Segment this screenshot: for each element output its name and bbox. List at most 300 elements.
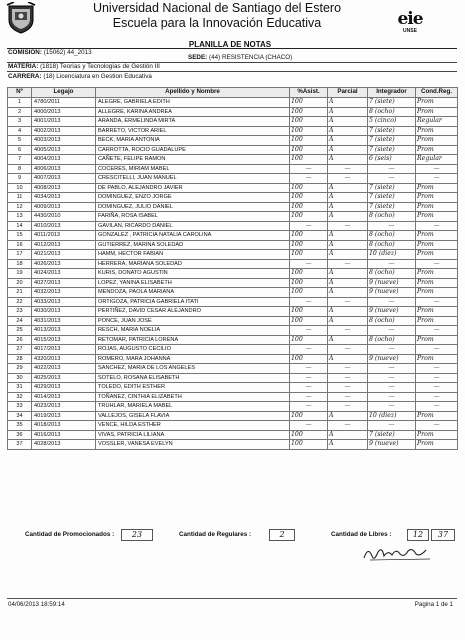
total-students-value: 37 xyxy=(431,529,455,541)
totals-bar xyxy=(7,529,457,541)
libres-value: 12 xyxy=(407,529,429,541)
row-number: 18 xyxy=(8,259,32,269)
row-number: 31 xyxy=(8,383,32,393)
row-legajo: 4001/2013 xyxy=(32,117,96,127)
row-attendance: 100 xyxy=(290,98,328,108)
row-attendance: 100 xyxy=(290,316,328,326)
carrera-label: CARRERA: xyxy=(8,73,42,80)
row-parcial: A xyxy=(328,145,368,155)
row-attendance: 100 xyxy=(290,107,328,117)
row-parcial: — xyxy=(328,383,368,393)
row-number: 8 xyxy=(8,164,32,174)
row-student-name: VENCE, HILDA ESTHER xyxy=(96,421,290,431)
row-legajo: 4011/2013 xyxy=(32,231,96,241)
grades-table xyxy=(7,87,458,450)
table-row xyxy=(8,278,458,288)
row-integrador: 8 (ocho) xyxy=(368,316,416,326)
row-integrador: — xyxy=(368,364,416,374)
university-crest-icon xyxy=(6,2,36,34)
row-parcial: — xyxy=(328,164,368,174)
row-legajo: 4027/2013 xyxy=(32,278,96,288)
row-parcial: A xyxy=(328,136,368,146)
table-row xyxy=(8,335,458,345)
table-row xyxy=(8,98,458,108)
row-legajo: 4022/2013 xyxy=(32,364,96,374)
row-integrador: — xyxy=(368,174,416,184)
row-parcial: A xyxy=(328,354,368,364)
row-condition: — xyxy=(416,326,458,336)
row-attendance: — xyxy=(290,297,328,307)
row-condition: Prom xyxy=(416,193,458,203)
unse-logo xyxy=(388,10,432,44)
table-row xyxy=(8,392,458,402)
table-row xyxy=(8,373,458,383)
comision-label: COMISIÓN: xyxy=(8,49,42,56)
row-attendance: 100 xyxy=(290,335,328,345)
row-parcial: — xyxy=(328,421,368,431)
row-integrador: 8 (ocho) xyxy=(368,269,416,279)
table-row xyxy=(8,411,458,421)
row-parcial: A xyxy=(328,183,368,193)
row-condition: Prom xyxy=(416,354,458,364)
row-condition: Prom xyxy=(416,183,458,193)
page-number: Pagina 1 de 1 xyxy=(414,601,453,608)
row-integrador: 9 (nueve) xyxy=(368,288,416,298)
row-legajo: 4032/2013 xyxy=(32,288,96,298)
col-header-name: Apellido y Nombre xyxy=(96,88,290,98)
table-row xyxy=(8,288,458,298)
row-attendance: 100 xyxy=(290,240,328,250)
row-integrador: — xyxy=(368,164,416,174)
row-student-name: HAMM, HECTOR FABIAN xyxy=(96,250,290,260)
materia-label: MATERIA: xyxy=(8,63,39,70)
row-student-name: CRESCITELLI, JUAN MANUEL xyxy=(96,174,290,184)
row-parcial: A xyxy=(328,316,368,326)
row-student-name: DE PABLO, ALEJANDRO JAVIER xyxy=(96,183,290,193)
row-legajo: 4013/2013 xyxy=(32,326,96,336)
row-integrador: 6 (seis) xyxy=(368,155,416,165)
row-number: 19 xyxy=(8,269,32,279)
row-legajo: 4010/2013 xyxy=(32,221,96,231)
unse-logo-subtext: UNSE xyxy=(403,28,417,34)
row-number: 4 xyxy=(8,126,32,136)
row-integrador: — xyxy=(368,326,416,336)
row-condition: — xyxy=(416,421,458,431)
row-parcial: A xyxy=(328,107,368,117)
row-number: 11 xyxy=(8,193,32,203)
row-integrador: 9 (nueve) xyxy=(368,307,416,317)
row-legajo: 4002/2013 xyxy=(32,126,96,136)
row-parcial: — xyxy=(328,221,368,231)
row-parcial: A xyxy=(328,117,368,127)
col-header-parcial: Parcial xyxy=(328,88,368,98)
row-legajo: 4025/2013 xyxy=(32,373,96,383)
row-integrador: 8 (ocho) xyxy=(368,240,416,250)
row-legajo: 4015/2013 xyxy=(32,335,96,345)
row-condition: Prom xyxy=(416,126,458,136)
row-student-name: BARRETO, VICTOR ARIEL xyxy=(96,126,290,136)
comision-value: (15062) 44_2013 xyxy=(43,49,92,56)
row-student-name: LOPEZ, YANINA ELISABETH xyxy=(96,278,290,288)
row-attendance: 100 xyxy=(290,411,328,421)
row-legajo: 4031/2013 xyxy=(32,316,96,326)
row-integrador: — xyxy=(368,421,416,431)
materia-value: (1818) Teorías y Tecnologías de Gestión III xyxy=(40,63,160,70)
row-student-name: VOSSLER, VANESA EVELYN xyxy=(96,440,290,450)
row-integrador: 8 (ocho) xyxy=(368,212,416,222)
row-number: 3 xyxy=(8,117,32,127)
row-legajo: 4017/2013 xyxy=(32,345,96,355)
row-student-name: BECK, MARIA ANTONIA xyxy=(96,136,290,146)
row-attendance: — xyxy=(290,326,328,336)
table-row xyxy=(8,259,458,269)
row-integrador: 7 (siete) xyxy=(368,193,416,203)
row-attendance: — xyxy=(290,402,328,412)
row-attendance: 100 xyxy=(290,145,328,155)
row-parcial: — xyxy=(328,392,368,402)
table-row xyxy=(8,136,458,146)
table-row xyxy=(8,174,458,184)
row-condition: Prom xyxy=(416,212,458,222)
col-header-attendance: %Asist. xyxy=(290,88,328,98)
row-student-name: VIVAS, PATRICIA LILIANA xyxy=(96,430,290,440)
table-row xyxy=(8,354,458,364)
row-legajo: 4008/2013 xyxy=(32,183,96,193)
row-attendance: — xyxy=(290,345,328,355)
row-student-name: RETOMAR, PATRICIA LORENA xyxy=(96,335,290,345)
row-integrador: 8 (ocho) xyxy=(368,335,416,345)
row-integrador: — xyxy=(368,259,416,269)
row-legajo: 4003/2013 xyxy=(32,136,96,146)
row-student-name: TOLEDO, EDITH ESTHER xyxy=(96,383,290,393)
row-parcial: A xyxy=(328,440,368,450)
row-legajo: 4009/2013 xyxy=(32,202,96,212)
row-number: 30 xyxy=(8,373,32,383)
row-attendance: 100 xyxy=(290,430,328,440)
row-integrador: 7 (siete) xyxy=(368,183,416,193)
row-number: 6 xyxy=(8,145,32,155)
row-parcial: A xyxy=(328,231,368,241)
row-number: 17 xyxy=(8,250,32,260)
row-number: 14 xyxy=(8,221,32,231)
row-number: 10 xyxy=(8,183,32,193)
row-number: 26 xyxy=(8,335,32,345)
table-row xyxy=(8,155,458,165)
row-attendance: — xyxy=(290,421,328,431)
table-row xyxy=(8,240,458,250)
row-legajo: 4019/2013 xyxy=(32,411,96,421)
table-row xyxy=(8,364,458,374)
row-integrador: — xyxy=(368,402,416,412)
row-number: 5 xyxy=(8,136,32,146)
table-row xyxy=(8,326,458,336)
footer-divider xyxy=(7,598,457,599)
row-attendance: 100 xyxy=(290,193,328,203)
table-row xyxy=(8,117,458,127)
table-row xyxy=(8,421,458,431)
row-attendance: 100 xyxy=(290,440,328,450)
row-parcial: A xyxy=(328,240,368,250)
table-row xyxy=(8,307,458,317)
row-condition: Prom xyxy=(416,240,458,250)
row-attendance: — xyxy=(290,221,328,231)
row-legajo: 4029/2013 xyxy=(32,383,96,393)
row-number: 15 xyxy=(8,231,32,241)
row-condition: Prom xyxy=(416,250,458,260)
row-integrador: 7 (siete) xyxy=(368,430,416,440)
promocionados-value: 23 xyxy=(121,529,153,541)
row-parcial: A xyxy=(328,193,368,203)
row-attendance: 100 xyxy=(290,269,328,279)
row-condition: — xyxy=(416,221,458,231)
table-row xyxy=(8,250,458,260)
row-student-name: DOMINGUEZ, ENZO JORGE xyxy=(96,193,290,203)
row-parcial: A xyxy=(328,307,368,317)
row-condition: — xyxy=(416,402,458,412)
row-number: 7 xyxy=(8,155,32,165)
row-parcial: A xyxy=(328,269,368,279)
row-integrador: 7 (siete) xyxy=(368,202,416,212)
row-student-name: ORTIGOZA, PATRICIA GABRIELA ITATI xyxy=(96,297,290,307)
table-row xyxy=(8,221,458,231)
row-condition: Prom xyxy=(416,288,458,298)
row-number: 23 xyxy=(8,307,32,317)
carrera-value: (18) Licenciatura en Gestion Educativa xyxy=(43,73,152,80)
row-condition: Prom xyxy=(416,269,458,279)
col-header-legajo: Legajo xyxy=(32,88,96,98)
row-parcial: A xyxy=(328,155,368,165)
row-condition: — xyxy=(416,392,458,402)
table-row xyxy=(8,316,458,326)
row-condition: — xyxy=(416,383,458,393)
row-attendance: 100 xyxy=(290,126,328,136)
row-condition: Prom xyxy=(416,307,458,317)
row-student-name: PERTIÑEZ, DAVID CESAR ALEJANDRO xyxy=(96,307,290,317)
row-integrador: — xyxy=(368,345,416,355)
school-name: Escuela para la Innovación Educativa xyxy=(112,16,322,30)
row-condition: Prom xyxy=(416,107,458,117)
row-student-name: TOÑANEZ, CINTHIA ELIZABETH xyxy=(96,392,290,402)
row-student-name: MENDOZA, PAOLA MARIANA xyxy=(96,288,290,298)
row-parcial: A xyxy=(328,212,368,222)
row-attendance: — xyxy=(290,164,328,174)
row-legajo: 4034/2013 xyxy=(32,193,96,203)
row-integrador: — xyxy=(368,383,416,393)
row-parcial: A xyxy=(328,278,368,288)
row-number: 37 xyxy=(8,440,32,450)
row-attendance: 100 xyxy=(290,354,328,364)
regulares-label: Cantidad de Regulares : xyxy=(179,531,252,538)
row-legajo: 4026/2013 xyxy=(32,259,96,269)
row-number: 36 xyxy=(8,430,32,440)
row-attendance: 100 xyxy=(290,288,328,298)
sheet-title: PLANILLA DE NOTAS xyxy=(188,40,272,49)
row-student-name: CAÑETE, FELIPE RAMON xyxy=(96,155,290,165)
row-legajo: 4000/2013 xyxy=(32,107,96,117)
row-student-name: ROMERO, MARA JOHANNA xyxy=(96,354,290,364)
row-condition: — xyxy=(416,259,458,269)
row-attendance: 100 xyxy=(290,278,328,288)
row-legajo: 4030/2013 xyxy=(32,307,96,317)
handwritten-signature xyxy=(360,542,440,564)
row-parcial: A xyxy=(328,250,368,260)
row-number: 29 xyxy=(8,364,32,374)
row-condition: Prom xyxy=(416,440,458,450)
table-row xyxy=(8,430,458,440)
row-parcial: — xyxy=(328,297,368,307)
row-number: 24 xyxy=(8,316,32,326)
row-parcial: A xyxy=(328,411,368,421)
table-row xyxy=(8,164,458,174)
row-integrador: 7 (siete) xyxy=(368,145,416,155)
row-attendance: 100 xyxy=(290,307,328,317)
row-number: 1 xyxy=(8,98,32,108)
row-condition: Prom xyxy=(416,316,458,326)
row-legajo: 4021/2013 xyxy=(32,250,96,260)
row-student-name: GONZALEZ , PATRICIA NATALIA CAROLINA xyxy=(96,231,290,241)
row-legajo: 4033/2013 xyxy=(32,297,96,307)
row-condition: Prom xyxy=(416,411,458,421)
row-attendance: — xyxy=(290,174,328,184)
row-integrador: — xyxy=(368,221,416,231)
row-integrador: 10 (diez) xyxy=(368,250,416,260)
row-integrador: 8 (ocho) xyxy=(368,231,416,241)
row-condition: — xyxy=(416,174,458,184)
row-integrador: 7 (siete) xyxy=(368,136,416,146)
row-number: 21 xyxy=(8,288,32,298)
table-row xyxy=(8,383,458,393)
row-parcial: — xyxy=(328,373,368,383)
row-number: 13 xyxy=(8,212,32,222)
row-parcial: — xyxy=(328,326,368,336)
row-attendance: 100 xyxy=(290,183,328,193)
row-number: 20 xyxy=(8,278,32,288)
row-condition: Prom xyxy=(416,278,458,288)
row-student-name: GAVILAN, RICARDO DANIEL xyxy=(96,221,290,231)
row-integrador: 9 (nueve) xyxy=(368,440,416,450)
row-number: 22 xyxy=(8,297,32,307)
row-attendance: — xyxy=(290,373,328,383)
row-attendance: 100 xyxy=(290,212,328,222)
row-integrador: 10 (diez) xyxy=(368,411,416,421)
row-condition: Prom xyxy=(416,202,458,212)
row-student-name: TRUHLAR, MARIELA MABEL xyxy=(96,402,290,412)
row-legajo: 4012/2013 xyxy=(32,240,96,250)
row-number: 12 xyxy=(8,202,32,212)
table-row xyxy=(8,231,458,241)
row-student-name: FARIÑA, ROSA ISABEL xyxy=(96,212,290,222)
row-attendance: 100 xyxy=(290,202,328,212)
row-student-name: GUTIERREZ, MARINA SOLEDAD xyxy=(96,240,290,250)
row-condition: — xyxy=(416,164,458,174)
row-parcial: — xyxy=(328,259,368,269)
table-row xyxy=(8,297,458,307)
row-attendance: 100 xyxy=(290,136,328,146)
table-row xyxy=(8,440,458,450)
row-integrador: 7 (siete) xyxy=(368,126,416,136)
row-number: 16 xyxy=(8,240,32,250)
row-integrador: 9 (nueve) xyxy=(368,354,416,364)
sede-value: (44) RESISTENCIA (CHACO) xyxy=(209,54,293,61)
row-attendance: — xyxy=(290,383,328,393)
row-student-name: KURIS, DONATO AGUSTIN xyxy=(96,269,290,279)
row-attendance: 100 xyxy=(290,250,328,260)
row-condition: Prom xyxy=(416,98,458,108)
row-condition: Prom xyxy=(416,231,458,241)
table-row xyxy=(8,202,458,212)
row-legajo: 4016/2013 xyxy=(32,430,96,440)
row-integrador: 5 (cinco) xyxy=(368,117,416,127)
row-condition: Regular xyxy=(416,155,458,165)
row-attendance: 100 xyxy=(290,231,328,241)
print-timestamp: 04/06/2013 18:59:14 xyxy=(8,601,65,608)
row-student-name: COCERES, MIRIAM MABEL xyxy=(96,164,290,174)
materia-divider xyxy=(7,71,457,72)
row-legajo: 4430/2010 xyxy=(32,212,96,222)
row-integrador: 9 (nueve) xyxy=(368,278,416,288)
row-parcial: — xyxy=(328,402,368,412)
row-legajo: 4018/2013 xyxy=(32,421,96,431)
promocionados-label: Cantidad de Promocionados : xyxy=(25,531,115,538)
row-parcial: A xyxy=(328,98,368,108)
row-student-name: RESCH, MARIA NOELIA xyxy=(96,326,290,336)
row-student-name: ARANDA, ERMELINDA MIRTA xyxy=(96,117,290,127)
sede-label: SEDE: xyxy=(188,54,208,61)
row-integrador: — xyxy=(368,297,416,307)
row-student-name: HERRERA, MARIANA SOLEDAD xyxy=(96,259,290,269)
comision-line xyxy=(8,49,92,57)
table-header-row xyxy=(8,88,458,98)
row-parcial: A xyxy=(328,202,368,212)
materia-line xyxy=(8,63,160,71)
row-legajo: 4007/2013 xyxy=(32,174,96,184)
row-attendance: — xyxy=(290,392,328,402)
sede-line xyxy=(188,54,292,62)
row-condition: Regular xyxy=(416,117,458,127)
row-legajo: 4004/2013 xyxy=(32,155,96,165)
row-parcial: — xyxy=(328,364,368,374)
table-row xyxy=(8,212,458,222)
libres-label: Cantidad de Libres : xyxy=(331,531,392,538)
row-condition: Prom xyxy=(416,145,458,155)
table-row xyxy=(8,145,458,155)
row-parcial: A xyxy=(328,126,368,136)
row-number: 34 xyxy=(8,411,32,421)
row-student-name: ALEGRE, GABRIELA EDITH xyxy=(96,98,290,108)
eie-logo-text: eie xyxy=(397,9,423,29)
university-name: Universidad Nacional de Santiago del Estero xyxy=(92,1,342,15)
row-student-name: VALLEJOS, GISELA FLAVIA xyxy=(96,411,290,421)
row-attendance: — xyxy=(290,364,328,374)
row-legajo: 4028/2013 xyxy=(32,440,96,450)
row-student-name: SANCHEZ, MARIA DE LOS ANGELES xyxy=(96,364,290,374)
row-number: 35 xyxy=(8,421,32,431)
row-number: 27 xyxy=(8,345,32,355)
table-row xyxy=(8,183,458,193)
row-number: 32 xyxy=(8,392,32,402)
row-integrador: — xyxy=(368,373,416,383)
row-number: 2 xyxy=(8,107,32,117)
row-parcial: — xyxy=(328,345,368,355)
grades-table-body xyxy=(8,98,458,450)
row-condition: — xyxy=(416,364,458,374)
row-attendance: 100 xyxy=(290,155,328,165)
row-student-name: ROJAS, AUGUSTO CECILIO xyxy=(96,345,290,355)
table-row xyxy=(8,126,458,136)
regulares-value: 2 xyxy=(269,529,295,541)
table-row xyxy=(8,193,458,203)
row-condition: Prom xyxy=(416,335,458,345)
